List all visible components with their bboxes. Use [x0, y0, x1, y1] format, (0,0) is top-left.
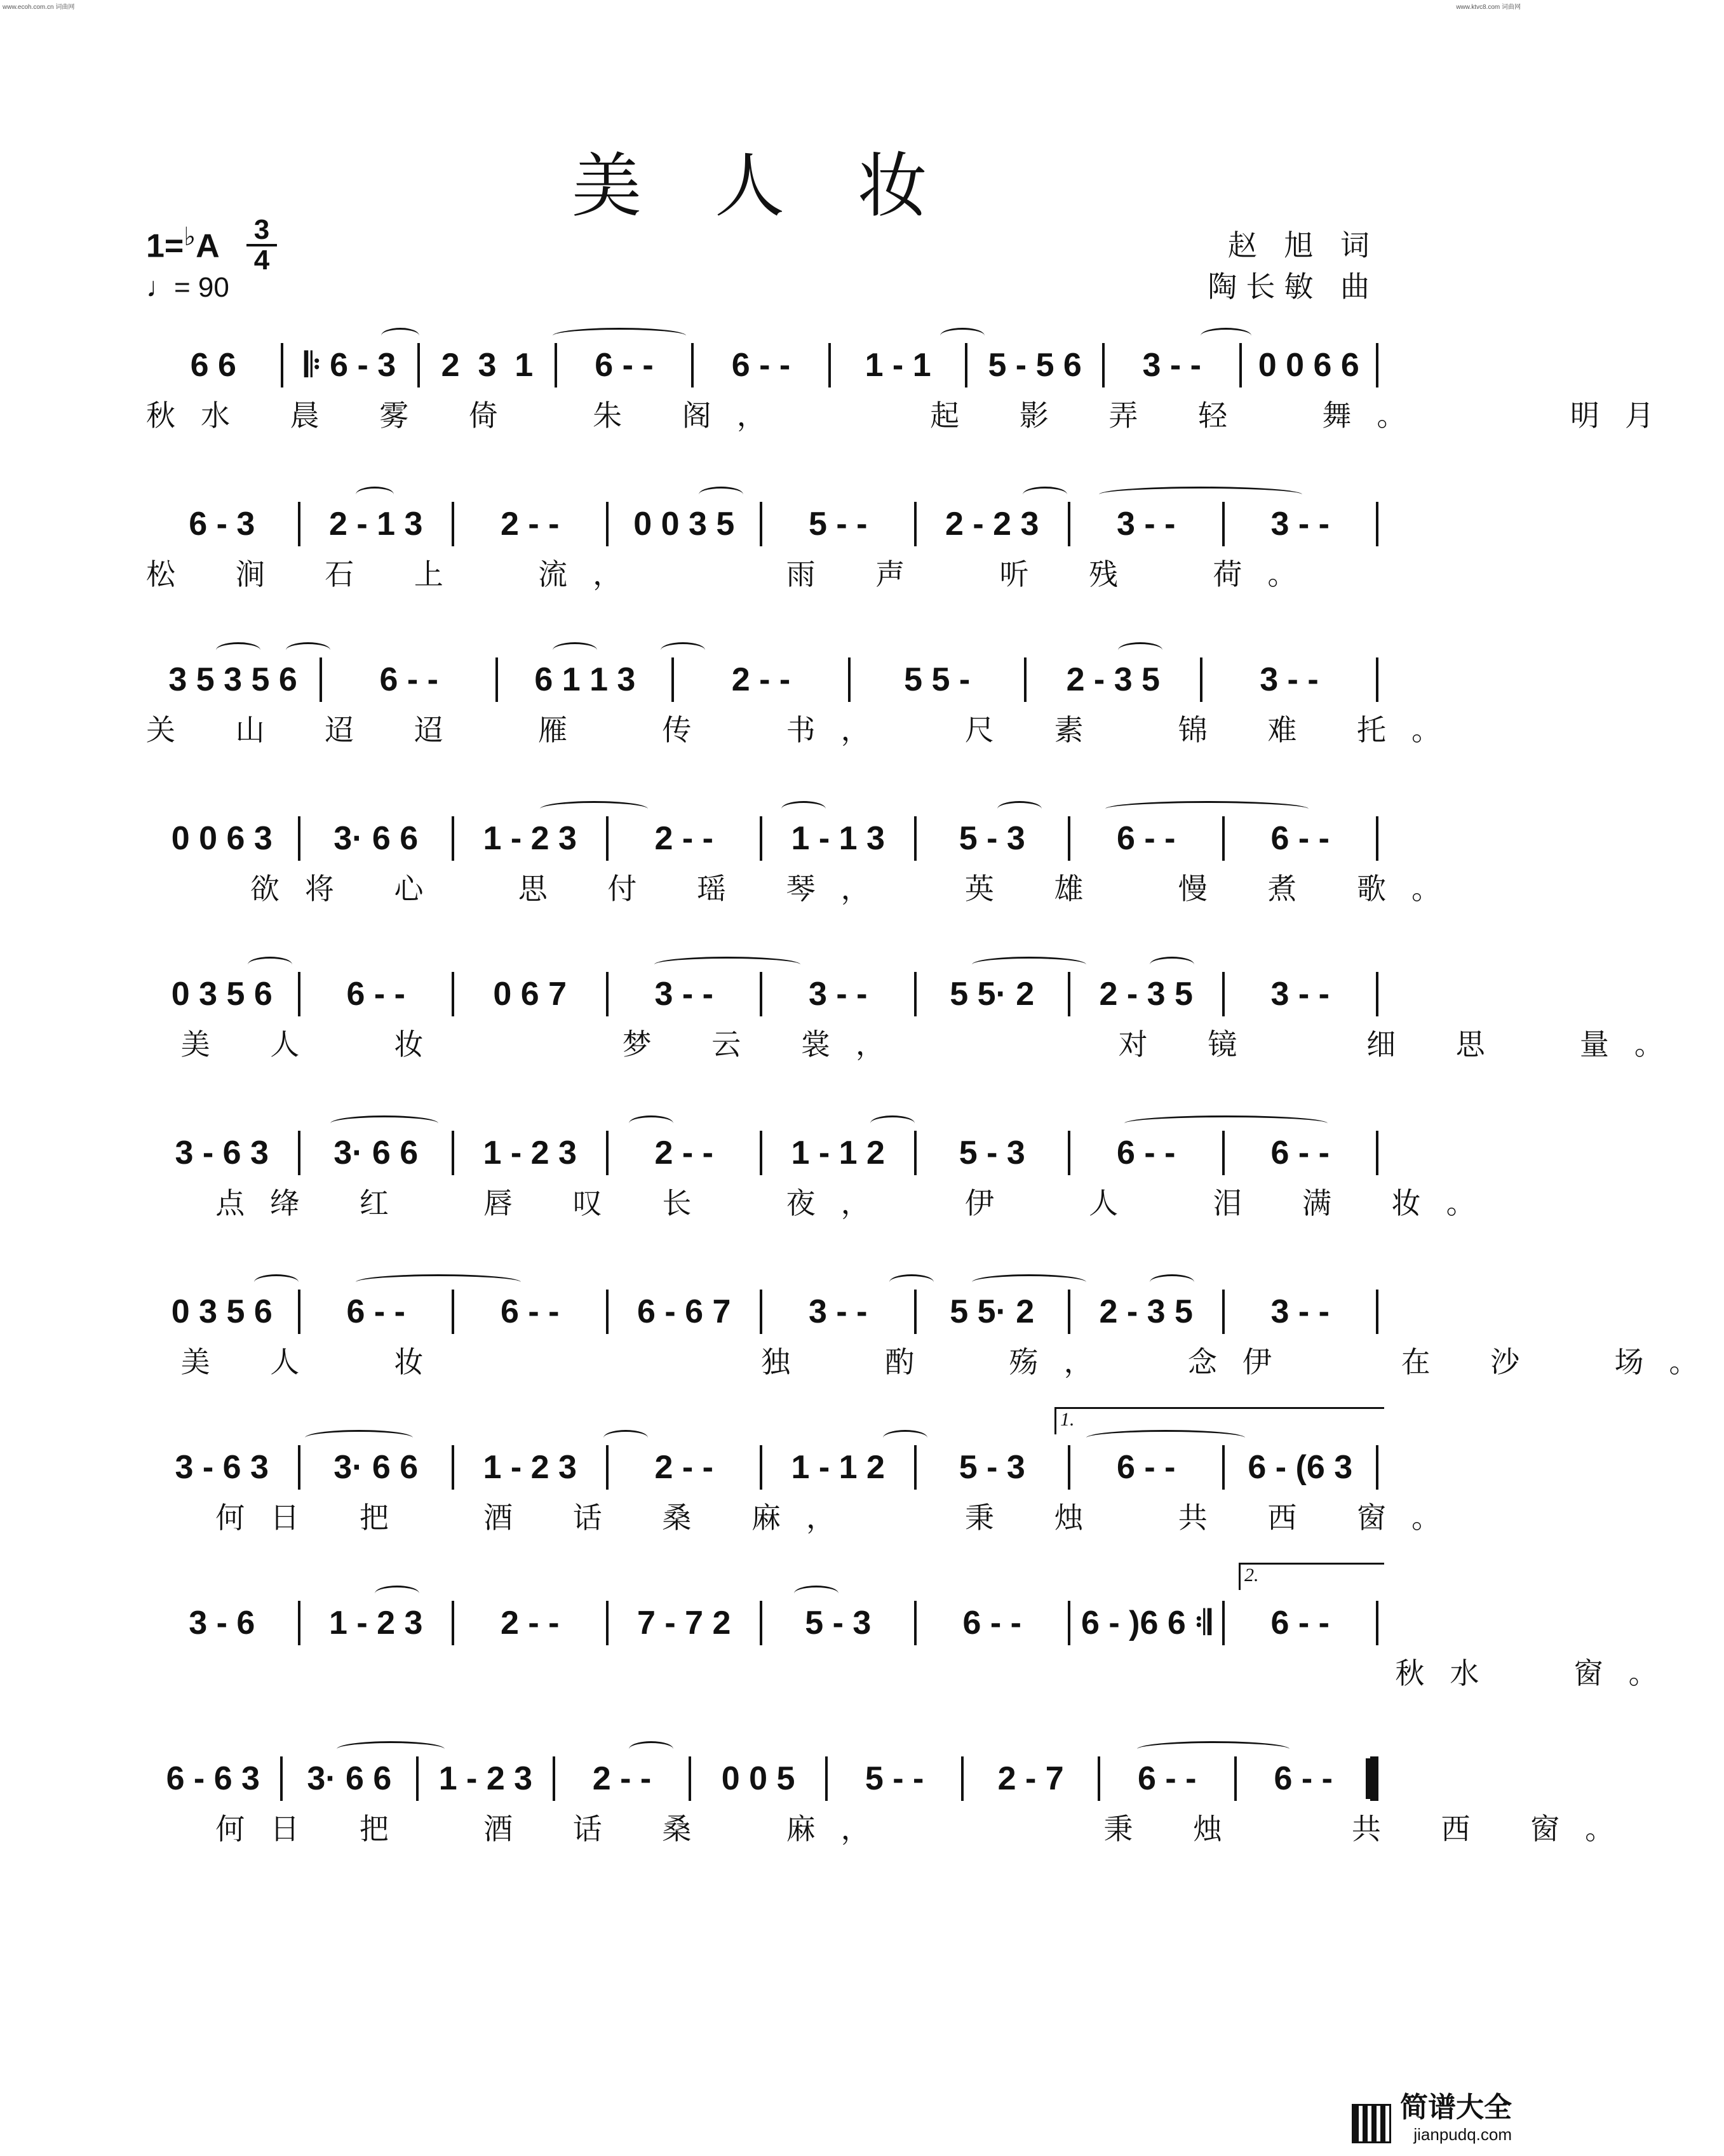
lyrics-line: 何日 把 酒 话 桑 麻， 秉 烛 共 西 窗。 — [146, 1500, 1466, 1535]
measure-notes: 0 0 6 6 — [1258, 347, 1359, 384]
measure — [146, 972, 298, 1016]
measure — [1100, 1756, 1234, 1801]
lyrics-line: 松 涧 石 上 流， 雨 声 听 残 荷。 — [146, 557, 1323, 591]
measure — [1070, 972, 1222, 1016]
measure-notes: 2 - - — [654, 820, 713, 857]
slur-mark — [375, 1586, 419, 1601]
slur-mark — [553, 328, 686, 344]
measure — [300, 502, 452, 546]
slur-mark — [1086, 1430, 1245, 1446]
slur-mark — [356, 1274, 521, 1290]
measure-notes: 2 - 1 3 — [329, 506, 423, 542]
measure — [609, 816, 760, 861]
measure-notes: 1 - 2 3 — [483, 1449, 577, 1486]
key-prefix: 1= — [146, 227, 184, 265]
measure-notes: 5 5· 2 — [950, 1293, 1035, 1330]
measure-notes: 6 - - — [1117, 1135, 1176, 1171]
measure — [917, 1601, 1068, 1645]
measure-notes: 1 - 1 — [865, 347, 931, 384]
time-signature — [246, 216, 277, 274]
measure — [1225, 1445, 1377, 1490]
measure — [691, 1756, 825, 1801]
measure — [609, 972, 760, 1016]
measure-notes: 3· 6 6 — [333, 1449, 419, 1486]
flat-symbol: ♭ — [184, 223, 196, 251]
measure-notes: 6 - - — [962, 1605, 1021, 1641]
composer-credit: 陶长敏 曲 — [1208, 269, 1378, 304]
slur-mark — [629, 1741, 673, 1757]
measure — [1070, 1445, 1222, 1490]
lyrics-line: 关 山 迢 迢 雁 传 书， 尺 素 锦 难 托。 — [146, 713, 1466, 747]
measure — [300, 1445, 452, 1490]
measure-notes: 0 0 3 5 — [633, 506, 735, 542]
slur-mark — [794, 1586, 838, 1601]
measure — [419, 1756, 553, 1801]
measure-notes: 3 - 6 3 — [175, 1449, 269, 1486]
measure — [146, 657, 320, 702]
lyricist-credit: 赵 旭 词 — [1227, 228, 1378, 262]
notes-line — [146, 1445, 1378, 1490]
measure — [828, 1756, 962, 1801]
measure — [964, 1756, 1098, 1801]
slur-mark — [654, 957, 800, 973]
notes-line — [146, 657, 1378, 702]
site-logo-text: 简谱大全 — [1400, 2091, 1512, 2124]
slur-mark — [1105, 801, 1309, 817]
measure-notes: 3 - - — [654, 976, 713, 1013]
measure-notes: 1 - 2 3 — [483, 820, 577, 857]
measure-notes: 6 - (6 3 — [1248, 1449, 1353, 1486]
measure-notes: 3· 6 6 — [333, 820, 419, 857]
measure-notes: 5 - 3 — [805, 1605, 872, 1641]
measure-notes: 6 - - — [346, 976, 405, 1013]
measure-notes: 6 - - — [1117, 1449, 1176, 1486]
measure — [322, 657, 495, 702]
slur-mark — [1201, 328, 1251, 344]
measure — [762, 1290, 914, 1334]
slur-mark — [381, 328, 419, 344]
measure — [609, 1290, 760, 1334]
measure-notes: 1 - 2 3 — [438, 1760, 533, 1797]
slur-mark — [1150, 957, 1194, 973]
measure — [454, 1290, 606, 1334]
barline — [1376, 972, 1378, 1016]
measure-notes: 𝄆 6 - 3 — [304, 346, 396, 384]
measure-notes: 6 - 6 7 — [637, 1293, 731, 1330]
measure — [1225, 1290, 1377, 1334]
lyrics-line: 欲将 心 思 付 瑶 琴， 英 雄 慢 煮 歌。 — [146, 872, 1466, 906]
measure-notes: 0 3 5 6 — [171, 976, 273, 1013]
slur-mark — [540, 801, 648, 817]
measure — [454, 1445, 606, 1490]
key-signature — [146, 222, 220, 265]
measure — [300, 972, 452, 1016]
barline — [1376, 343, 1378, 387]
time-signature-top: 3 — [253, 214, 270, 245]
slur-mark — [699, 487, 743, 502]
measure-notes: 0 0 6 3 — [171, 820, 273, 857]
measure — [762, 1131, 914, 1175]
measure — [1237, 1756, 1371, 1801]
notes-line — [146, 1131, 1378, 1175]
measure-notes: 3 - - — [1142, 347, 1201, 384]
piano-keys-icon — [1352, 2104, 1391, 2143]
slur-mark — [972, 957, 1086, 973]
slur-mark — [216, 642, 260, 658]
barline — [1376, 657, 1378, 702]
measure-notes: 3 - - — [809, 1293, 868, 1330]
measure — [967, 343, 1102, 387]
measure — [146, 1601, 298, 1645]
measure — [300, 816, 452, 861]
measure — [1027, 657, 1200, 702]
measure — [1070, 1601, 1222, 1645]
measure — [917, 502, 1068, 546]
barline — [1376, 1445, 1378, 1490]
measure — [1225, 816, 1377, 861]
measure — [609, 1131, 760, 1175]
measure — [762, 816, 914, 861]
barline — [1376, 1131, 1378, 1175]
measure-notes: 3· 6 6 — [333, 1135, 419, 1171]
measure-notes: 2 - - — [501, 506, 560, 542]
measure-notes: 2 3 1 — [441, 347, 534, 384]
barline — [1376, 1290, 1378, 1334]
slur-mark — [997, 801, 1042, 817]
lyrics-line: 秋水 晨 雾 倚 朱 阁， 起 影 弄 轻 舞。 明月 — [146, 398, 1680, 433]
barline — [1370, 1756, 1378, 1801]
measure-notes: 2 - - — [592, 1760, 652, 1797]
notes-line — [146, 1601, 1378, 1645]
measure-notes: 6 6 — [190, 347, 236, 384]
notes-line — [146, 502, 1378, 546]
measure-notes: 3 5 3 5 6 — [168, 661, 297, 698]
measure — [454, 972, 606, 1016]
measure-notes: 6 - )6 6 𝄇 — [1081, 1604, 1211, 1641]
measure — [851, 657, 1024, 702]
measure-notes: 5 - - — [809, 506, 868, 542]
measure — [1070, 1290, 1222, 1334]
measure-notes: 6 - - — [1270, 1605, 1330, 1641]
slur-mark — [254, 1274, 299, 1290]
notes-line — [146, 343, 1378, 387]
measure-notes: 6 - 3 — [189, 506, 255, 542]
measure — [146, 343, 281, 387]
measure — [146, 1756, 280, 1801]
measure — [420, 343, 555, 387]
lyrics-line: 何日 把 酒 话 桑 麻， 秉 烛 共 西 窗。 — [146, 1812, 1640, 1846]
slur-mark — [940, 328, 985, 344]
measure-notes: 3 - - — [1270, 506, 1330, 542]
measure-notes: 1 - 1 3 — [791, 820, 885, 857]
measure — [146, 1445, 298, 1490]
measure-notes: 3 - 6 3 — [175, 1135, 269, 1171]
measure-notes: 6 - - — [346, 1293, 405, 1330]
measure-notes: 3 - - — [1117, 506, 1176, 542]
measure — [1070, 816, 1222, 861]
lyrics-line: 美 人 妆 独 酌 殇， 念伊 在 沙 场。 — [146, 1345, 1724, 1379]
volta-bracket: 1. — [1054, 1407, 1384, 1434]
measure-notes: 1 - 2 3 — [329, 1605, 423, 1641]
measure — [454, 502, 606, 546]
measure-notes: 2 - - — [654, 1135, 713, 1171]
slur-mark — [356, 487, 394, 502]
site-logo — [1400, 2084, 1512, 2145]
slur-mark — [1137, 1741, 1290, 1757]
measure — [831, 343, 966, 387]
measure — [917, 1445, 1068, 1490]
tempo-marking: ♩= 90 — [146, 272, 229, 303]
measure-notes: 6 - - — [1137, 1760, 1197, 1797]
measure — [555, 1756, 689, 1801]
slur-mark — [337, 1741, 445, 1757]
volta-bracket: 2. — [1239, 1563, 1384, 1590]
measure — [454, 1601, 606, 1645]
slur-mark — [972, 1274, 1086, 1290]
measure-notes: 0 6 7 — [493, 976, 567, 1013]
lyrics-line: 点绛 红 唇 叹 长 夜， 伊 人 泪 满 妆。 — [146, 1186, 1501, 1220]
measure — [609, 1445, 760, 1490]
slur-mark — [1124, 1115, 1328, 1131]
measure — [1242, 343, 1377, 387]
measure — [283, 343, 418, 387]
measure — [609, 502, 760, 546]
measure-notes: 5 - 3 — [959, 820, 1025, 857]
slur-mark — [248, 957, 292, 973]
measure-notes: 2 - 7 — [997, 1760, 1064, 1797]
measure-notes: 1 - 1 2 — [791, 1135, 885, 1171]
slur-mark — [1118, 642, 1162, 658]
song-title: 美 人 妆 — [572, 145, 953, 227]
measure — [762, 1445, 914, 1490]
measure-notes: 6 - - — [595, 347, 654, 384]
measure-notes: 6 1 1 3 — [534, 661, 636, 698]
measure-notes: 3 - - — [1270, 1293, 1330, 1330]
measure-notes: 0 0 5 — [721, 1760, 795, 1797]
measure-notes: 6 - - — [731, 347, 791, 384]
measure — [1225, 1131, 1377, 1175]
lyrics-line: 美 人 妆 梦 云 裳， 对 镜 细 思 量。 — [146, 1027, 1689, 1061]
measure — [1070, 1131, 1222, 1175]
measure-notes: 5 - - — [865, 1760, 924, 1797]
measure-notes: 2 - - — [654, 1449, 713, 1486]
measure — [917, 816, 1068, 861]
measure — [146, 1131, 298, 1175]
measure — [1225, 1601, 1377, 1645]
measure — [1202, 657, 1376, 702]
measure-notes: 2 - - — [731, 661, 791, 698]
slur-mark — [781, 801, 826, 817]
measure-notes: 3 - - — [1270, 976, 1330, 1013]
slur-mark — [1023, 487, 1067, 502]
measure — [300, 1601, 452, 1645]
measure — [454, 1131, 606, 1175]
measure — [146, 816, 298, 861]
measure — [762, 972, 914, 1016]
measure-notes: 6 - - — [1274, 1760, 1333, 1797]
measure-notes: 2 - 3 5 — [1099, 976, 1193, 1013]
measure-notes: 3 - 6 — [189, 1605, 255, 1641]
measure — [454, 816, 606, 861]
measure — [146, 502, 298, 546]
measure — [146, 1290, 298, 1334]
notes-line — [146, 816, 1378, 861]
notes-line — [146, 1756, 1378, 1801]
measure — [300, 1290, 452, 1334]
measure-notes: 7 - 7 2 — [637, 1605, 731, 1641]
measure-notes: 1 - 1 2 — [791, 1449, 885, 1486]
barline — [1376, 502, 1378, 546]
measure-notes: 2 - 2 3 — [945, 506, 1039, 542]
measure — [917, 1290, 1068, 1334]
measure-notes: 5 - 5 6 — [988, 347, 1082, 384]
measure-notes: 5 5· 2 — [950, 976, 1035, 1013]
measure — [674, 657, 847, 702]
measure — [557, 343, 692, 387]
slur-mark — [889, 1274, 934, 1290]
time-signature-bottom: 4 — [246, 244, 277, 274]
measure — [917, 972, 1068, 1016]
slur-mark — [305, 1430, 413, 1446]
slur-mark — [1099, 487, 1302, 502]
measure-notes: 6 - 6 3 — [166, 1760, 260, 1797]
barline — [1376, 816, 1378, 861]
key-note: A — [196, 227, 220, 265]
measure-notes: 0 3 5 6 — [171, 1293, 273, 1330]
notes-line — [146, 1290, 1378, 1334]
header-small-text-right: www.ktvc8.com 词曲网 — [1456, 4, 1521, 11]
site-url: jianpudq.com — [1413, 2125, 1512, 2144]
slur-mark — [330, 1115, 438, 1131]
measure — [917, 1131, 1068, 1175]
measure — [762, 1601, 914, 1645]
slur-mark — [286, 642, 330, 658]
measure-notes: 2 - 3 5 — [1099, 1293, 1193, 1330]
slur-mark — [1150, 1274, 1194, 1290]
measure-notes: 1 - 2 3 — [483, 1135, 577, 1171]
lyrics-line: 秋水 窗。 — [146, 1656, 1683, 1690]
measure-notes: 6 - - — [1117, 820, 1176, 857]
measure — [498, 657, 671, 702]
notes-line — [146, 972, 1378, 1016]
header-small-text-left: www.ecoh.com.cn 词曲网 — [3, 4, 75, 11]
barline — [1376, 1601, 1378, 1645]
measure — [300, 1131, 452, 1175]
slur-mark — [629, 1115, 673, 1131]
measure — [283, 1756, 417, 1801]
measure — [609, 1601, 760, 1645]
measure-notes: 2 - 3 5 — [1066, 661, 1160, 698]
measure — [1225, 972, 1377, 1016]
measure-notes: 3 - - — [809, 976, 868, 1013]
slur-mark — [883, 1430, 927, 1446]
measure — [1105, 343, 1239, 387]
measure-notes: 5 - 3 — [959, 1135, 1025, 1171]
slur-mark — [661, 642, 705, 658]
measure-notes: 6 - - — [379, 661, 438, 698]
measure-notes: 6 - - — [1270, 1135, 1330, 1171]
measure-notes: 2 - - — [501, 1605, 560, 1641]
measure-notes: 3· 6 6 — [307, 1760, 392, 1797]
measure — [1070, 502, 1222, 546]
measure — [694, 343, 828, 387]
measure-notes: 3 - - — [1260, 661, 1319, 698]
slur-mark — [870, 1115, 915, 1131]
measure — [762, 502, 914, 546]
measure-notes: 6 - - — [1270, 820, 1330, 857]
measure-notes: 5 5 - — [904, 661, 971, 698]
measure-notes: 5 - 3 — [959, 1449, 1025, 1486]
measure-notes: 6 - - — [501, 1293, 560, 1330]
slur-mark — [553, 642, 597, 658]
measure — [1225, 502, 1377, 546]
slur-mark — [603, 1430, 648, 1446]
